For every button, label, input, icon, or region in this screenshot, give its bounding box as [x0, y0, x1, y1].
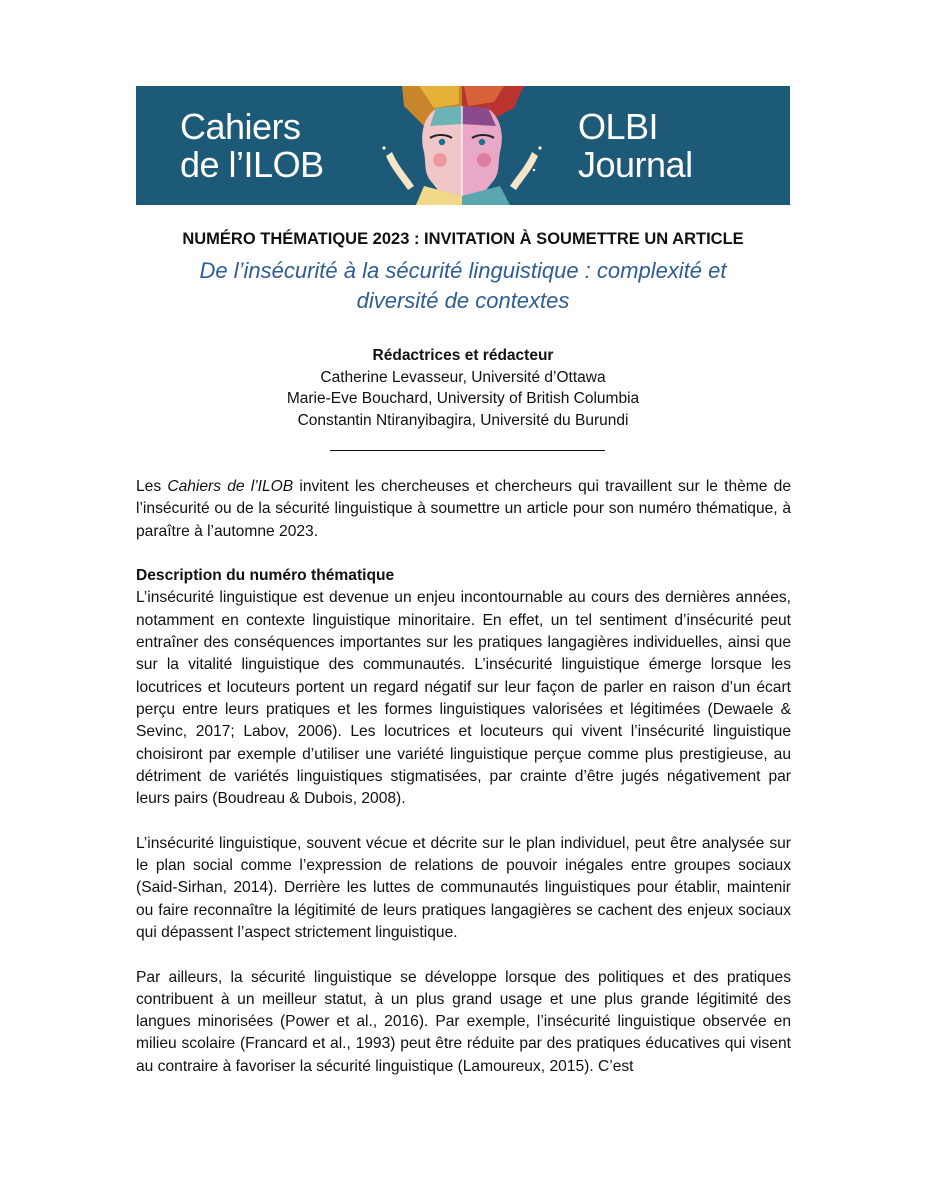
- horizontal-divider: [330, 450, 605, 451]
- banner-faces-illustration: [364, 86, 560, 205]
- banner-left-line1: Cahiers: [180, 106, 301, 147]
- intro-rest: invitent les chercheuses et chercheurs qui travaillent sur le thème de l’insécurité ou de la sécurité linguistique à soumettre un article pour son numéro thématique, à paraître à l’automne 2023.: [136, 478, 791, 540]
- editors-block: [136, 345, 790, 431]
- banner-title-fr: [180, 108, 324, 184]
- subtitle-line-2: diversité de contextes: [356, 288, 570, 313]
- body-paragraph: L’insécurité linguistique, souvent vécue et décrite sur le plan individuel, peut être analysée sur le plan social comme l’expression de relations de pouvoir inégales entre groupes sociaux (Said-Sirhan, 2014). Derrière les luttes de communautés linguistiques pour établir, maintenir ou faire reconnaître la légitimité de leurs pratiques langagières se cachent des enjeux sociaux qui dépassent l’aspect strictement linguistique.: [136, 834, 791, 941]
- journal-banner: [136, 86, 790, 205]
- intro-prefix: Les: [136, 478, 168, 495]
- editors-title: Rédactrices et rédacteur: [372, 347, 554, 364]
- banner-left-line2: de l’ILOB: [180, 144, 324, 185]
- banner-title-en: [578, 108, 728, 184]
- banner-right-line1: OLBI: [578, 106, 659, 147]
- editor-name: Marie-Eve Bouchard, University of British Columbia: [286, 390, 640, 407]
- page-heading: NUMÉRO THÉMATIQUE 2023 : INVITATION À SOUMETTRE UN ARTICLE: [182, 230, 744, 248]
- editor-name: Constantin Ntiranyibagira, Université du Burundi: [297, 411, 629, 429]
- journal-name-italic: Cahiers de l’ILOB: [167, 478, 294, 495]
- editor-name: Catherine Levasseur, Université d’Ottawa: [320, 368, 606, 386]
- body-paragraph: L’insécurité linguistique est devenue un enjeu incontournable au cours des dernières années, notamment en contexte linguistique minoritaire. En effet, un tel sentiment d’insécurité peut entraîner des conséquences importantes sur les pratiques langagières individuelles, ainsi que sur la vitalité linguistique des communautés. L’insécurité linguistique émerge lorsque les locutrices et locuteurs portent un regard négatif sur leur façon de parler en raison d’un écart perçu entre leurs pratiques et les formes linguistiques valorisées et légitimées (Dewaele & Sevinc, 2017; Labov, 2006). Les locutrices et locuteurs qui vivent l’insécurité linguistique choisiront par exemple d’utiliser une variété linguistique perçue comme plus prestigieuse, au détriment de variétés linguistiques stigmatisées, par crainte d’être jugés négativement par leurs pairs (Boudreau & Dubois, 2008).: [136, 589, 791, 808]
- issue-subtitle: [136, 256, 790, 316]
- section-title: Description du numéro thématique: [136, 567, 395, 585]
- body-text: [136, 476, 791, 1100]
- body-paragraph: Par ailleurs, la sécurité linguistique se développe lorsque des politiques et des pratiques contribuent à un meilleur statut, à un plus grand usage et une plus grande légitimité des langues minorisées (Power et al., 2016). Par exemple, l’insécurité linguistique observée en milieu scolaire (Francard et al., 1993) peut être réduite par des pratiques éducatives qui visent au contraire à favoriser la sécurité linguistique (Lamoureux, 2015). C’est: [136, 968, 791, 1075]
- intro-paragraph: [136, 476, 791, 543]
- subtitle-line-1: De l’insécurité à la sécurité linguistique : complexité et: [199, 258, 727, 283]
- banner-right-line2: Journal: [578, 144, 693, 185]
